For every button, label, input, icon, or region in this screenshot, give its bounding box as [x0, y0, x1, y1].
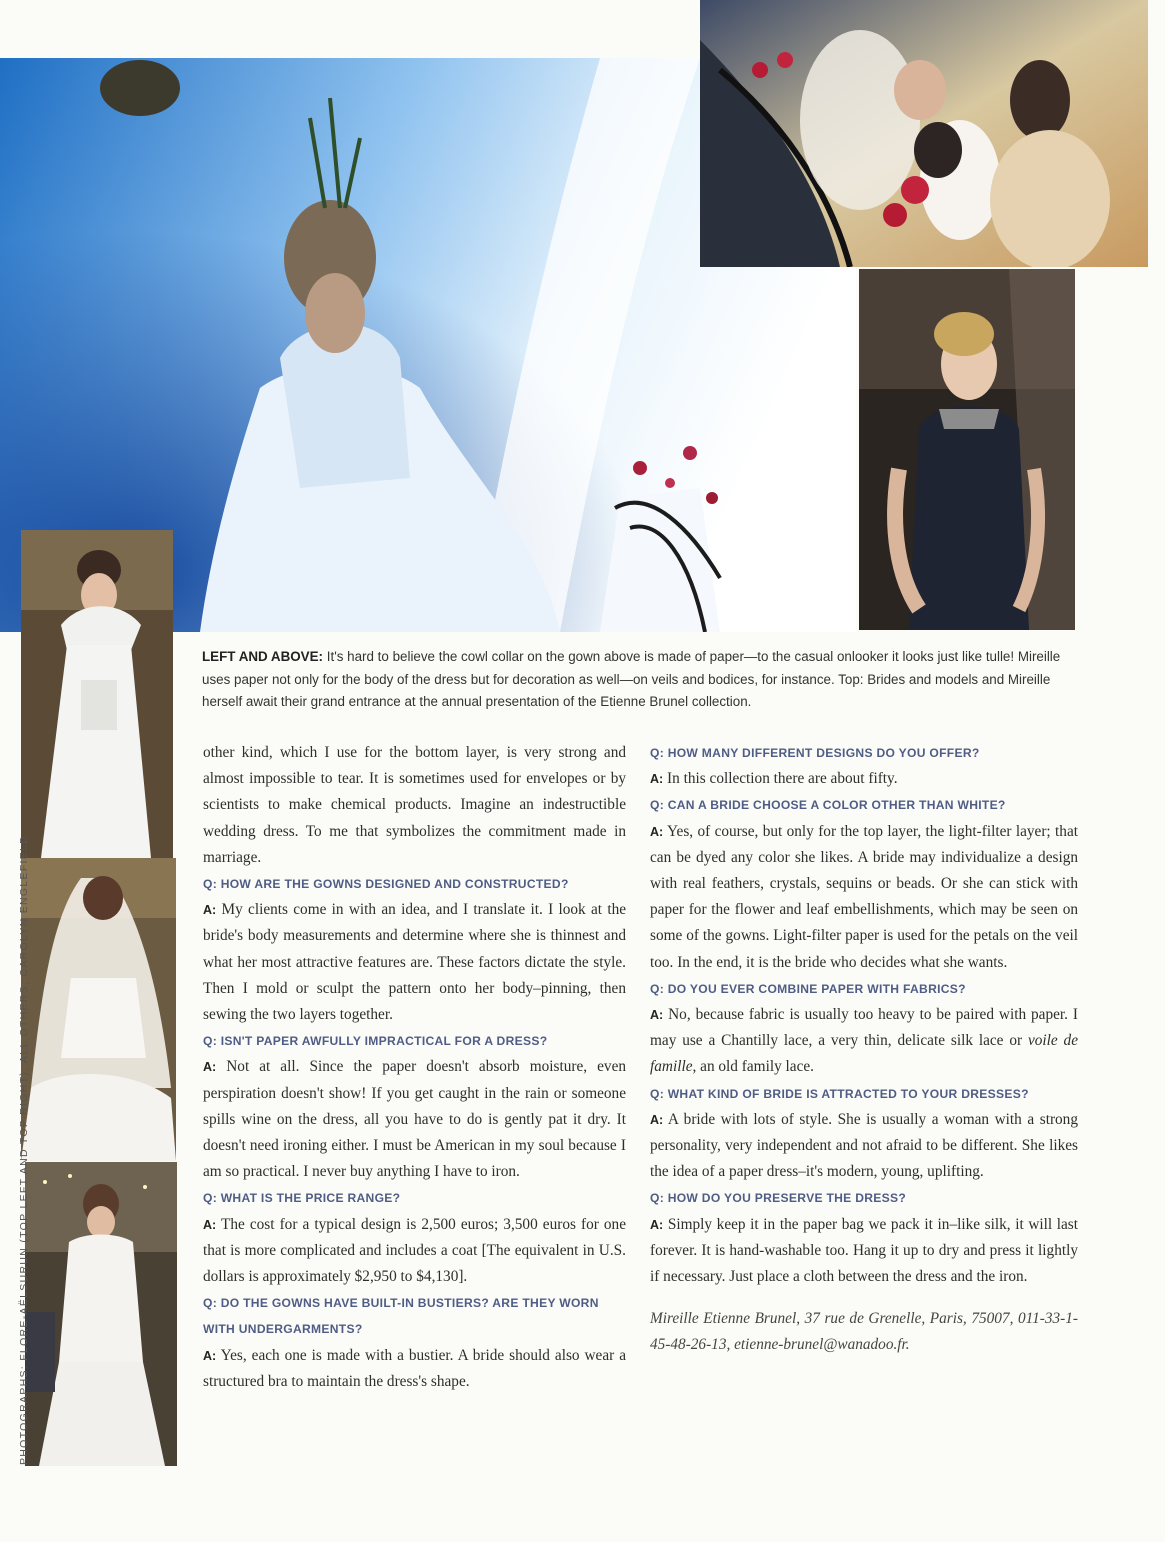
- question-heading: Q: DO YOU EVER COMBINE PAPER WITH FABRICS?: [650, 981, 966, 996]
- photo-credit: [2, 834, 30, 1465]
- left-photo-bride-veil-back: [21, 858, 176, 1161]
- answer-text: Yes, each one is made with a bustier. A bride should also wear a structured bra to maintain the dress's shape.: [203, 1346, 626, 1390]
- intro-paragraph: other kind, which I use for the bottom layer, is very strong and almost impossible to tear. It is sometimes used for envelopes or by scientists to make chemical products. Imagine an indestructible wedding dress. To me that symbolizes the commitment made in marriage.: [203, 744, 626, 866]
- left-photo-bride-white-coat: [25, 1162, 177, 1466]
- caption-text: It's hard to believe the cowl collar on the gown above is made of paper—to the casual onlooker it looks just like tulle! Mireille uses paper not only for the body of the dress but for decoration as well—on veils and bodices, for instance. Top: Brides and models and Mireille herself await their grand entrance at the annual presentation of the Etienne Brunel collection.: [202, 649, 1061, 709]
- left-column: [203, 740, 626, 1395]
- right-column: [650, 740, 1078, 1359]
- answer-text: A bride with lots of style. She is usually a woman with a strong personality, very independent and not afraid to be different. She likes the idea of a paper dress–it's modern, young, uplifting.: [650, 1110, 1078, 1181]
- photo-caption: [202, 646, 1072, 714]
- answer-marker: A:: [203, 1348, 217, 1363]
- answer-text: Simply keep it in the paper bag we pack it in–like silk, it will last forever. It is hand-washable too. Hang it up to dry and press it lightly if necessary. Just place a cloth between the dress and the iron.: [650, 1215, 1079, 1286]
- answer-paragraph: [203, 1212, 626, 1291]
- question-heading: Q: WHAT IS THE PRICE RANGE?: [203, 1191, 401, 1206]
- answer-paragraph: [203, 1054, 626, 1185]
- caption-lead: LEFT AND ABOVE:: [202, 649, 324, 664]
- right-photo-mireille-etienne-brunel: [859, 269, 1075, 630]
- answer-text: Not at all. Since the paper doesn't absorb moisture, even perspiration doesn't show! If you get caught in the rain or someone spills wine on the dress, all you have to do is gently pat it dry. It doesn't need ironing either. I must be American in my soul because I am so practical. I never buy anything I have to iron.: [203, 1058, 627, 1181]
- answer-text: , an old family lace.: [692, 1058, 814, 1076]
- question-heading: Q: ISN'T PAPER AWFULLY IMPRACTICAL FOR A DRESS?: [203, 1034, 548, 1049]
- answer-marker: A:: [650, 1112, 664, 1127]
- answer-paragraph: [650, 1212, 1078, 1291]
- answer-marker: A:: [650, 1008, 664, 1023]
- answer-marker: A:: [203, 1060, 217, 1075]
- answer-paragraph: [203, 897, 626, 1028]
- question-heading: Q: HOW DO YOU PRESERVE THE DRESS?: [650, 1191, 907, 1206]
- photo-credit-text: PHOTOGRAPHS: FLORE-AËLSURUN (TOP LEFT AND TOP RIGHT); ALL OTHERS, CAROLYN ENGLEFIELD: [18, 834, 30, 1465]
- answer-paragraph: [650, 766, 1078, 792]
- answer-italic-term: voile de famille: [650, 1032, 1078, 1076]
- answer-paragraph: [650, 819, 1078, 976]
- question-heading: Q: HOW ARE THE GOWNS DESIGNED AND CONSTRUCTED?: [203, 877, 569, 892]
- answer-text: The cost for a typical design is 2,500 euros; 3,500 euros for one that is more complicated and includes a coat [The equivalent in U.S. dollars is approximately $2,950 to $4,130].: [203, 1215, 626, 1286]
- left-photo-bride-cowl-collar: [21, 530, 173, 858]
- answer-text: My clients come in with an idea, and I translate it. I look at the bride's body measurements and determine where she is thinnest and what her most attractive features are. These factors dictate the style. Then I mold or sculpt the pattern onto her body–pinning, then sewing the two layers together.: [203, 901, 627, 1024]
- answer-text: No, because fabric is usually too heavy to be paired with paper. I may use a Chantilly lace, a very thin, delicate silk lace or: [650, 1006, 1078, 1050]
- answer-marker: A:: [650, 772, 664, 787]
- top-right-photo-brides-on-stairs: [700, 0, 1148, 267]
- question-heading: Q: HOW MANY DIFFERENT DESIGNS DO YOU OFFER?: [650, 746, 980, 760]
- answer-text: Yes, of course, but only for the top layer, the light-filter layer; that can be dyed any color she likes. A bride may individualize a design with real feathers, crystals, sequins or beads. Or she can stick with paper for the flower and leaf embellishments, which may be seen on some of the gowns. Light-filter paper is used for the petals on the veil too. In the end, it is the bride who decides what she wants.: [650, 822, 1078, 971]
- designer-address: Mireille Etienne Brunel, 37 rue de Grenelle, Paris, 75007, 011-33-1-45-48-26-13, etienne-brunel@wanadoo.fr.: [650, 1310, 1078, 1354]
- answer-marker: A:: [650, 1217, 664, 1232]
- answer-marker: A:: [203, 903, 217, 918]
- answer-paragraph: [203, 1343, 626, 1395]
- answer-text: In this collection there are about fifty.: [667, 770, 898, 788]
- answer-paragraph: [650, 1002, 1078, 1081]
- answer-paragraph: [650, 1107, 1078, 1186]
- question-heading: Q: CAN A BRIDE CHOOSE A COLOR OTHER THAN WHITE?: [650, 798, 1006, 813]
- question-heading: Q: DO THE GOWNS HAVE BUILT-IN BUSTIERS? ARE THEY WORN WITH UNDERGARMENTS?: [203, 1296, 599, 1337]
- answer-marker: A:: [650, 824, 664, 839]
- question-heading: Q: WHAT KIND OF BRIDE IS ATTRACTED TO YOUR DRESSES?: [650, 1086, 1029, 1101]
- answer-marker: A:: [203, 1217, 217, 1232]
